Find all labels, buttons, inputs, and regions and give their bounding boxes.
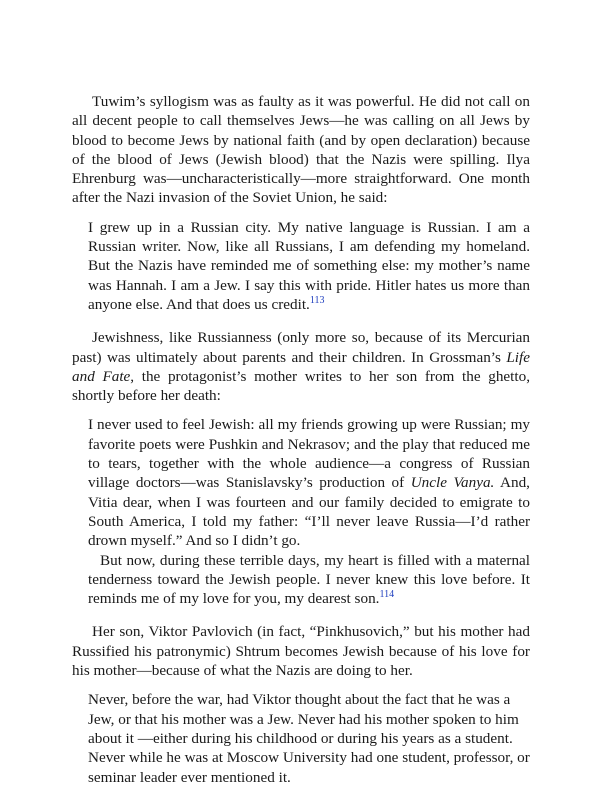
footnote-ref-113[interactable]: 113 [309, 294, 325, 306]
quote-mother-text-3: But now, during these terrible days, my heart is filled with a maternal tenderness toward the Jewish people. I never knew this love before. It reminds me of my love for you, my dearest son. [88, 551, 530, 608]
quote-viktor-text: Never, before the war, had Viktor thought about the fact that he was a Jew, or that his mother was a Jew. Never had his mother spoken to him about it —either during his childhood or during his years as a student. Never while he was at Moscow University had one student, professor, or seminar leader ever mentioned it. [88, 691, 530, 786]
book-page [72, 92, 530, 787]
blockquote-ehrenburg [88, 218, 530, 314]
paragraph-jewishness-text-1: Jewishness, like Russianness (only more so, because of its Mercurian past) was ultimately about parents and their children. In Grossman’s [72, 329, 530, 366]
blockquote-viktor [88, 690, 530, 786]
paragraph-viktor: Her son, Viktor Pavlovich (in fact, “Pinkhusovich,” but his mother had Russified his patronymic) Shtrum becomes Jewish because of his love for his mother—because of what the Nazis are doing to her. [72, 623, 530, 680]
play-title-uncle-vanya: Uncle Vanya. [410, 474, 495, 492]
footnote-ref-114[interactable]: 114 [379, 589, 395, 601]
book-title-life-and-fate: Life and Fate [72, 348, 530, 385]
quote-ehrenburg-text: I grew up in a Russian city. My native language is Russian. I am a Russian writer. Now, like all Russians, I am defending my homeland. But the Nazis have reminded me of something else: my mother’s name was Hannah. I am a Jew. I say this with pride. Hitler hates us more than anyone else. And that does us credit. [88, 218, 530, 313]
paragraph-jewishness [72, 328, 530, 405]
quote-mother-text-1: I never used to feel Jewish: all my friends growing up were Russian; my favorite poets were Pushkin and Nekrasov; and the play that reduced me to tears, together with the whole audience—a congress of Russian village doctors—was Stanislavsky’s production of [88, 416, 530, 492]
paragraph-jewishness-text-2: , the protagonist’s mother writes to her son from the ghetto, shortly before her death: [72, 367, 530, 405]
paragraph-tuwim: Tuwim’s syllogism was as faulty as it was powerful. He did not call on all decent people to call themselves Jews—he was calling on all Jews by blood to become Jews by national faith (and by open declaration) because of the blood of Jews (Jewish blood) that the Nazis were spilling. Ilya Ehrenburg was—uncharacteristically—more straightforward. One month after the Nazi invasion of the Soviet Union, he said: [72, 93, 530, 207]
quote-mother-text-2: And, Vitia dear, when I was fourteen and our family decided to emigrate to South America, I told my father: “I’ll never leave Russia—I’d rather drown myself.” And so I didn’t go. [88, 474, 530, 550]
blockquote-mother-letter [88, 415, 530, 608]
